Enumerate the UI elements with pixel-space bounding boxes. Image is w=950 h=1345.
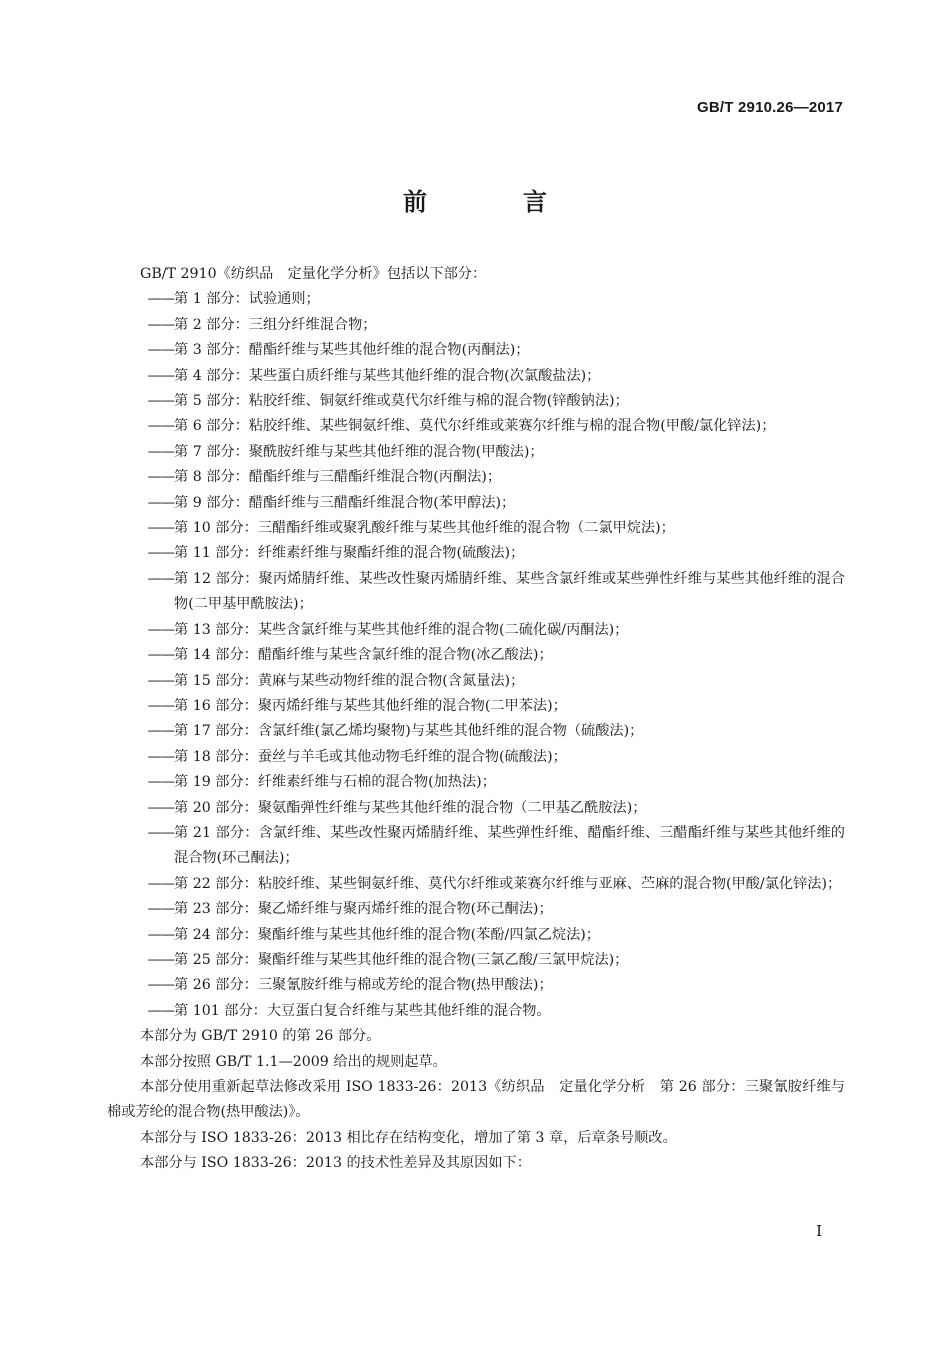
list-item	[107, 491, 845, 516]
part-text: 第 26 部分：三聚氰胺纤维与棉或芳纶的混合物(热甲酸法)；	[174, 977, 553, 994]
list-dash: ——	[147, 520, 174, 537]
list-dash: ——	[147, 1002, 174, 1019]
list-item	[107, 821, 845, 872]
list-dash: ——	[147, 901, 174, 918]
part-text: 第 6 部分：粘胶纤维、某些铜氨纤维、莫代尔纤维或莱赛尔纤维与棉的混合物(甲酸/氯化锌法)；	[174, 418, 776, 435]
list-dash: ——	[147, 469, 174, 486]
closing-paragraphs	[107, 1024, 845, 1176]
list-item	[107, 618, 845, 643]
part-text: 第 19 部分：纤维素纤维与石棉的混合物(加热法)；	[174, 774, 496, 791]
list-item	[107, 643, 845, 668]
list-item	[107, 770, 845, 795]
part-text: 第 25 部分：聚酯纤维与某些其他纤维的混合物(三氯乙酸/三氯甲烷法)；	[174, 951, 629, 968]
intro-paragraph: GB/T 2910《纺织品 定量化学分析》包括以下部分：	[140, 266, 487, 282]
list-item	[107, 465, 845, 490]
part-text: 第 22 部分：粘胶纤维、某些铜氨纤维、莫代尔纤维或莱赛尔纤维与亚麻、苎麻的混合物(甲酸/氯化锌法)；	[174, 875, 842, 892]
body-paragraph: 本部分与 ISO 1833-26：2013 的技术性差异及其原因如下：	[140, 1155, 531, 1172]
page-number: I	[816, 1222, 822, 1240]
part-text: 第 3 部分：醋酯纤维与某些其他纤维的混合物(丙酮法)；	[174, 342, 530, 359]
list-item	[107, 567, 845, 618]
list-dash: ——	[147, 748, 174, 765]
part-text: 第 5 部分：粘胶纤维、铜氨纤维或莫代尔纤维与棉的混合物(锌酸钠法)；	[174, 393, 629, 410]
body-paragraph: 本部分与 ISO 1833-26：2013 相比存在结构变化，增加了第 3 章，后章条号顺改。	[140, 1129, 677, 1146]
part-text: 第 15 部分：黄麻与某些动物纤维的混合物(含氮量法)；	[174, 672, 525, 689]
part-text: 第 14 部分：醋酯纤维与某些含氯纤维的混合物(冰乙酸法)；	[174, 647, 553, 664]
part-text: 第 1 部分：试验通则；	[174, 291, 320, 308]
list-dash: ——	[147, 393, 174, 410]
part-text: 第 13 部分：某些含氯纤维与某些其他纤维的混合物(二硫化碳/丙酮法)；	[174, 621, 629, 638]
list-dash: ——	[147, 494, 174, 511]
standard-code: GB/T 2910.26—2017	[697, 99, 843, 116]
part-text: 第 11 部分：纤维素纤维与聚酯纤维的混合物(硫酸法)；	[174, 545, 525, 562]
list-item	[107, 287, 845, 312]
part-text: 第 16 部分：聚丙烯纤维与某些其他纤维的混合物(二甲苯法)；	[174, 697, 567, 714]
list-dash: ——	[147, 316, 174, 333]
list-dash: ——	[147, 418, 174, 435]
list-dash: ——	[147, 977, 174, 994]
parts-list	[107, 287, 845, 1024]
part-text: 第 2 部分：三组分纤维混合物；	[174, 316, 377, 333]
list-dash: ——	[147, 875, 174, 892]
list-dash: ——	[147, 443, 174, 460]
list-item	[107, 694, 845, 719]
part-text: 第 9 部分：醋酯纤维与三醋酯纤维混合物(苯甲醇法)；	[174, 494, 516, 511]
list-dash: ——	[147, 672, 174, 689]
part-text: 第 21 部分：含氯纤维、某些改性聚丙烯腈纤维、某些弹性纤维、醋酯纤维、三醋酯纤维与某些其他纤维的混合物(环己酮法)；	[174, 824, 845, 867]
list-dash: ——	[147, 799, 174, 816]
list-dash: ——	[147, 570, 174, 587]
list-item	[107, 719, 845, 744]
list-item	[107, 872, 845, 897]
list-item	[107, 338, 845, 363]
list-item	[107, 745, 845, 770]
list-item	[107, 440, 845, 465]
part-text: 第 10 部分：三醋酯纤维或聚乳酸纤维与某些其他纤维的混合物（二氯甲烷法)；	[174, 520, 675, 537]
part-text: 第 101 部分：大豆蛋白复合纤维与某些其他纤维的混合物。	[174, 1002, 551, 1019]
list-item	[107, 669, 845, 694]
part-text: 第 20 部分：聚氨酯弹性纤维与某些其他纤维的混合物（二甲基乙酰胺法)；	[174, 799, 647, 816]
list-dash: ——	[147, 697, 174, 714]
list-dash: ——	[147, 342, 174, 359]
list-dash: ——	[147, 926, 174, 943]
list-dash: ——	[147, 621, 174, 638]
list-item	[107, 973, 845, 998]
list-dash: ——	[147, 723, 174, 740]
list-item	[107, 389, 845, 414]
part-text: 第 12 部分：聚丙烯腈纤维、某些改性聚丙烯腈纤维、某些含氯纤维或某些弹性纤维与某些其他纤维的混合物(二甲基甲酰胺法)；	[174, 570, 845, 613]
list-item	[107, 364, 845, 389]
list-item	[107, 999, 845, 1024]
part-text: 第 7 部分：聚酰胺纤维与某些其他纤维的混合物(甲酸法)；	[174, 443, 544, 460]
list-dash: ——	[147, 647, 174, 664]
part-text: 第 24 部分：聚酯纤维与某些其他纤维的混合物(苯酚/四氯乙烷法)；	[174, 926, 600, 943]
list-item	[107, 796, 845, 821]
body-paragraph: 本部分使用重新起草法修改采用 ISO 1833-26：2013《纺织品 定量化学分析 第 26 部分：三聚氰胺纤维与棉或芳纶的混合物(热甲酸法)》。	[107, 1079, 845, 1121]
document-body	[107, 262, 845, 1177]
part-text: 第 8 部分：醋酯纤维与三醋酯纤维混合物(丙酮法)；	[174, 469, 502, 486]
body-paragraph: 本部分为 GB/T 2910 的第 26 部分。	[140, 1028, 381, 1045]
page-title: 前 言	[403, 188, 583, 216]
list-item	[107, 923, 845, 948]
part-text: 第 18 部分：蚕丝与羊毛或其他动物毛纤维的混合物(硫酸法)；	[174, 748, 567, 765]
part-text: 第 17 部分：含氯纤维(氯乙烯均聚物)与某些其他纤维的混合物（硫酸法)；	[174, 723, 644, 740]
list-item	[107, 516, 845, 541]
list-item	[107, 948, 845, 973]
list-dash: ——	[147, 824, 174, 841]
list-item	[107, 897, 845, 922]
list-item	[107, 414, 845, 439]
list-dash: ——	[147, 545, 174, 562]
list-item	[107, 313, 845, 338]
list-dash: ——	[147, 774, 174, 791]
list-dash: ——	[147, 291, 174, 308]
list-dash: ——	[147, 367, 174, 384]
list-dash: ——	[147, 951, 174, 968]
body-paragraph: 本部分按照 GB/T 1.1—2009 给出的规则起草。	[140, 1053, 447, 1070]
list-item	[107, 541, 845, 566]
part-text: 第 23 部分：聚乙烯纤维与聚丙烯纤维的混合物(环己酮法)；	[174, 901, 553, 918]
part-text: 第 4 部分：某些蛋白质纤维与某些其他纤维的混合物(次氯酸盐法)；	[174, 367, 601, 384]
